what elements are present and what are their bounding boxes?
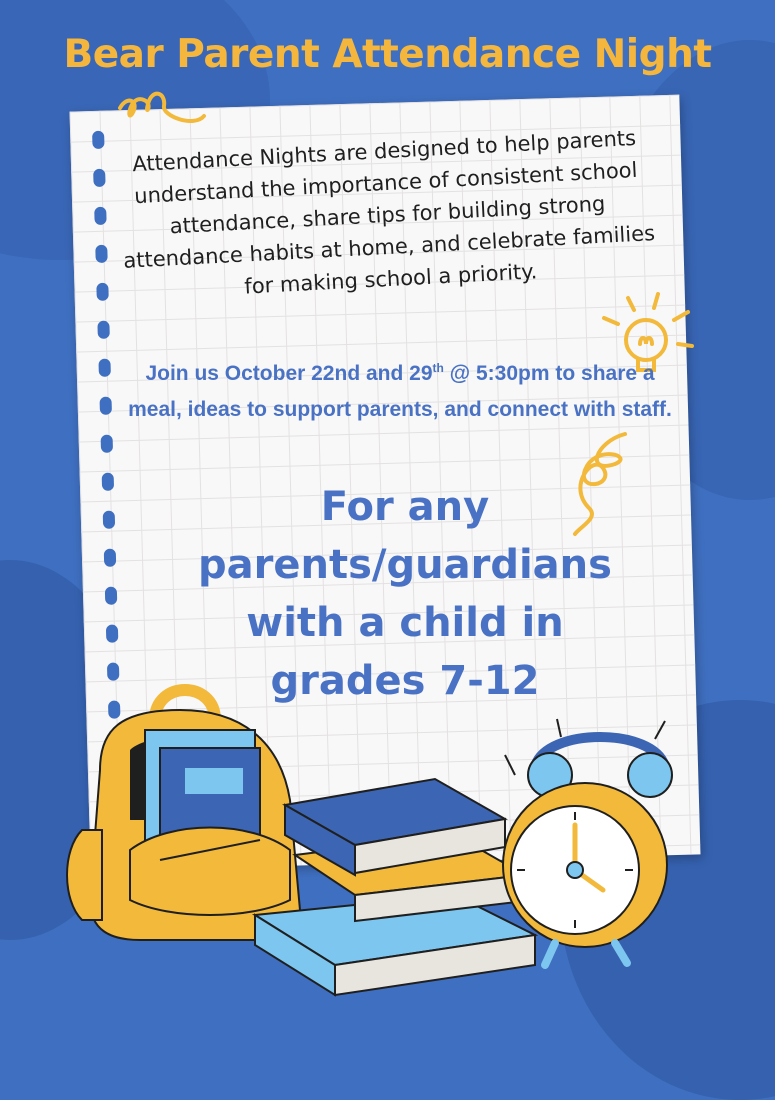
binder-hole	[97, 321, 109, 339]
intro-paragraph: Attendance Nights are designed to help parents understand the importance of consistent school attendance, share tips for building strong attendance habits at home, and celebrate families for making school a priority.	[122, 125, 656, 299]
binder-hole	[104, 549, 116, 567]
event-details	[120, 356, 680, 428]
binder-hole	[94, 207, 106, 225]
audience-line: grades 7-12	[270, 658, 540, 704]
date-suffix: th	[432, 361, 444, 375]
flyer-title: Bear Parent Attendance Night	[63, 32, 712, 77]
binder-hole	[92, 131, 104, 149]
event-description: @ 5:30pm to share a meal, ideas to support parents, and connect with staff.	[128, 362, 672, 421]
binder-hole	[95, 245, 107, 263]
binder-hole	[106, 625, 118, 643]
binder-hole	[101, 435, 113, 453]
binder-hole	[105, 587, 117, 605]
binder-hole	[98, 359, 110, 377]
binder-hole	[99, 397, 111, 415]
binder-hole	[93, 169, 105, 187]
event-date: Join us October 22nd and 29	[145, 362, 433, 385]
audience-line: with a child in	[246, 600, 564, 646]
binder-hole	[96, 283, 108, 301]
alarm-clock-icon	[495, 715, 705, 975]
swirl-icon	[115, 88, 215, 138]
binder-hole	[102, 473, 114, 491]
audience-line: For any	[320, 484, 490, 530]
audience-line: parents/guardians	[198, 542, 612, 588]
binder-hole	[103, 511, 115, 529]
